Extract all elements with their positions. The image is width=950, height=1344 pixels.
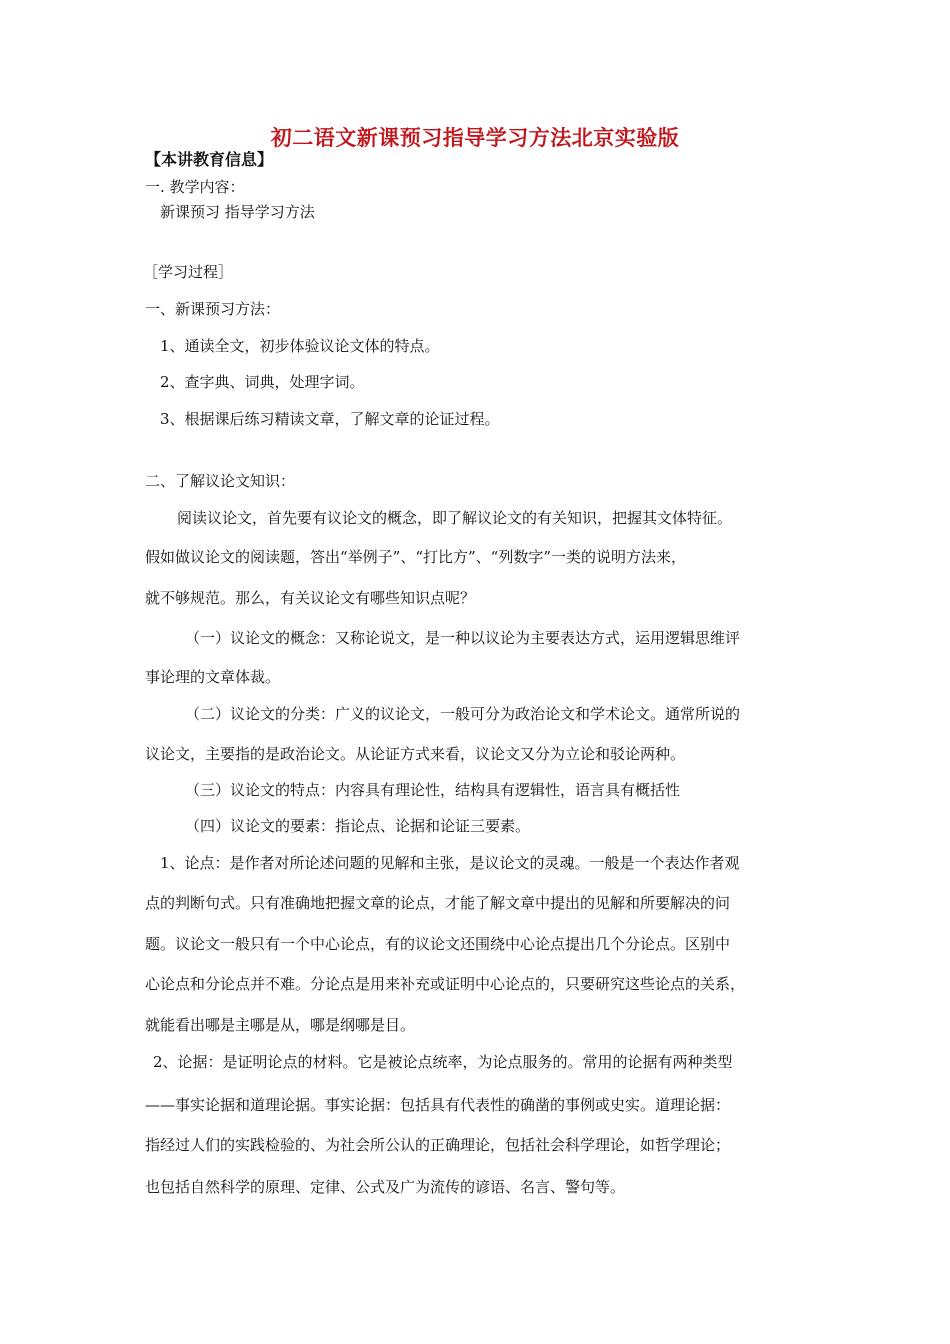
teaching-content-text: 新课预习 指导学习方法 <box>160 203 315 221</box>
paragraph-line: 题。议论文一般只有一个中心论点，有的议论文还围绕中心论点提出几个分论点。区别中 <box>145 935 731 953</box>
list-item: 3、根据课后练习精读文章，了解文章的论证过程。 <box>160 410 500 428</box>
learning-process-label: ［学习过程］ <box>143 263 234 281</box>
teaching-content-label: 一. 教学内容： <box>145 178 245 196</box>
list-item: 2、查字典、词典，处理字词。 <box>160 373 365 391</box>
paragraph-line: 2、论据：是证明论点的材料。它是被论点统率，为论点服务的。常用的论据有两种类型 <box>153 1053 733 1071</box>
paragraph-line: 就不够规范。那么，有关议论文有哪些知识点呢？ <box>145 589 476 607</box>
paragraph-line: 假如做议论文的阅读题，答出“举例子”、“打比方”、“列数字”一类的说明方法来， <box>145 548 687 566</box>
paragraph-line: 事论理的文章体裁。 <box>145 668 281 686</box>
paragraph-line: 阅读议论文，首先要有议论文的概念，即了解议论文的有关知识，把握其文体特征。 <box>177 509 733 527</box>
paragraph-line: 心论点和分论点并不难。分论点是用来补充或证明中心论点的，只要研究这些论点的关系， <box>145 975 746 993</box>
paragraph-line: （四）议论文的要素：指论点、论据和论证三要素。 <box>185 817 531 835</box>
section-1-title: 一、新课预习方法： <box>145 300 281 318</box>
paragraph-line: 议论文，主要指的是政治论文。从论证方式来看，议论文又分为立论和驳论两种。 <box>145 745 686 763</box>
list-item: 1、通读全文，初步体验议论文体的特点。 <box>160 337 440 355</box>
paragraph-line: 1、论点：是作者对所论述问题的见解和主张，是议论文的灵魂。一般是一个表达作者观 <box>160 854 740 872</box>
paragraph-line: （一）议论文的概念：又称论说文，是一种以议论为主要表达方式，运用逻辑思维评 <box>185 629 741 647</box>
paragraph-line: ——事实论据和道理论据。事实论据：包括具有代表性的确凿的事例或史实。道理论据： <box>145 1096 731 1114</box>
paragraph-line: （三）议论文的特点：内容具有理论性，结构具有逻辑性，语言具有概括性 <box>185 781 681 799</box>
section-2-title: 二、了解议论文知识： <box>145 472 296 490</box>
paragraph-line: （二）议论文的分类：广义的议论文，一般可分为政治论文和学术论文。通常所说的 <box>185 705 741 723</box>
paragraph-line: 指经过人们的实践检验的、为社会所公认的正确理论，包括社会科学理论，如哲学理论； <box>145 1136 731 1154</box>
document-title: 初二语文新课预习指导学习方法北京实验版 <box>270 125 680 150</box>
paragraph-line: 就能看出哪是主哪是从，哪是纲哪是目。 <box>145 1016 416 1034</box>
paragraph-line: 点的判断句式。只有准确地把握文章的论点，才能了解文章中提出的见解和所要解决的问 <box>145 894 731 912</box>
info-header: 【本讲教育信息】 <box>145 150 274 169</box>
paragraph-line: 也包括自然科学的原理、定律、公式及广为流传的谚语、名言、警句等。 <box>145 1178 626 1196</box>
